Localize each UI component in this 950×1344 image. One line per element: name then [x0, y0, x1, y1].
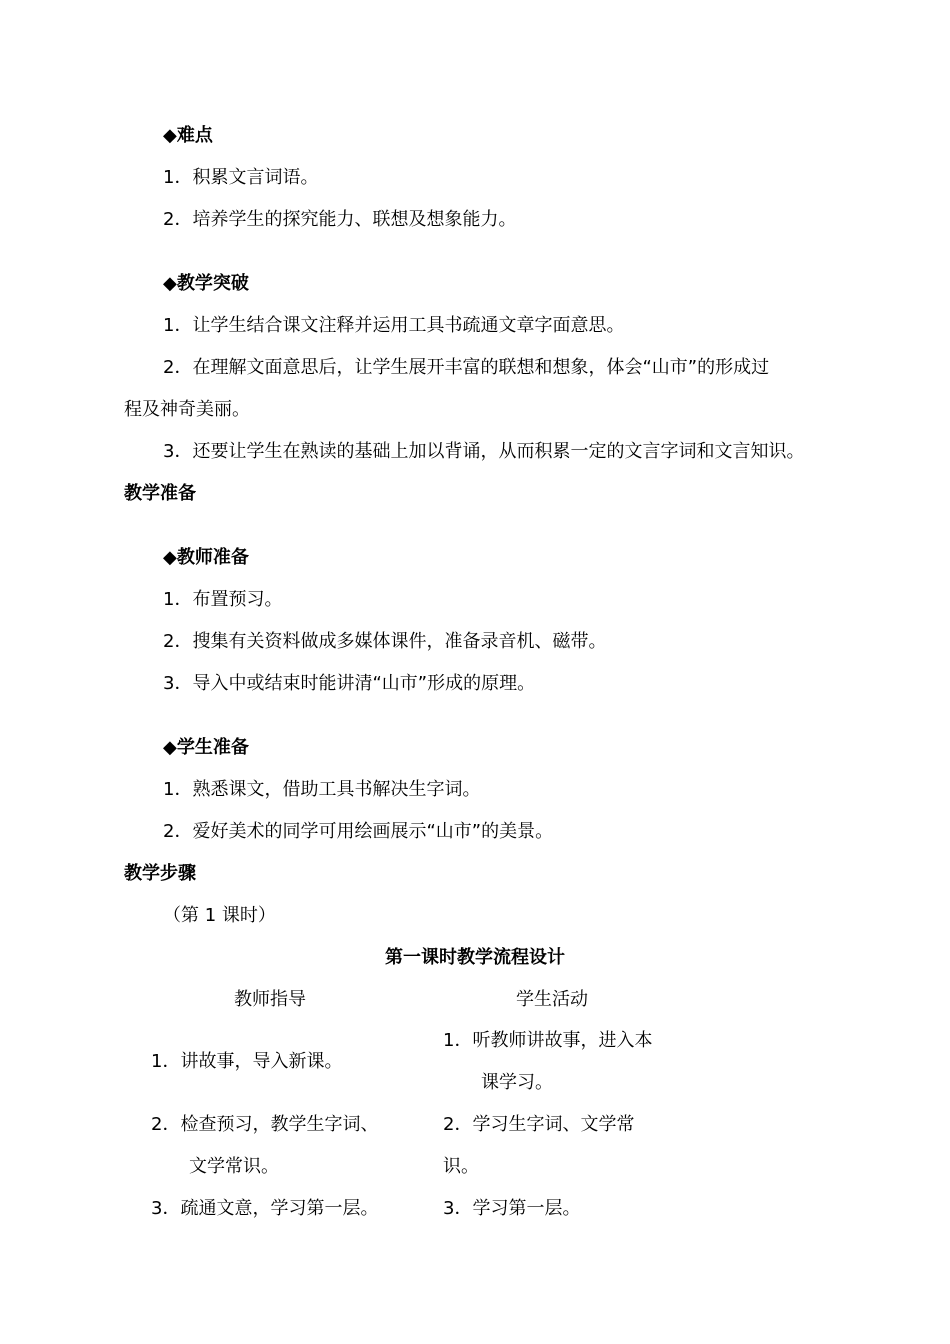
difficulty-heading: ◆难点 [163, 125, 213, 146]
steps-heading: 教学步骤 [124, 863, 196, 884]
difficulty-item-1: 1．积累文言词语。 [163, 167, 319, 188]
teacher-row-2-cont: 文学常识。 [189, 1156, 279, 1177]
breakthrough-item-2-line-1: 2．在理解文面意思后，让学生展开丰富的联想和想象，体会“山市”的形成过 [163, 357, 770, 378]
col-header-student: 学生活动 [516, 989, 588, 1010]
breakthrough-item-1: 1．让学生结合课文注释并运用工具书疏通文章字面意思。 [163, 315, 625, 336]
teacher-row-1: 1．讲故事，导入新课。 [151, 1051, 343, 1072]
student-prep-item-2: 2．爱好美术的同学可用绘画展示“山市”的美景。 [163, 821, 554, 842]
preparation-heading: 教学准备 [124, 483, 196, 504]
breakthrough-item-2-line-2: 程及神奇美丽。 [124, 399, 250, 420]
student-prep-item-1: 1．熟悉课文，借助工具书解决生字词。 [163, 779, 481, 800]
breakthrough-heading: ◆教学突破 [163, 273, 249, 294]
student-row-1: 1．听教师讲故事，进入本 [443, 1030, 653, 1051]
teacher-prep-heading: ◆教师准备 [163, 547, 249, 568]
teacher-prep-item-1: 1．布置预习。 [163, 589, 283, 610]
session-label: （第 1 课时） [163, 905, 276, 926]
teacher-prep-item-3: 3．导入中或结束时能讲清“山市”形成的原理。 [163, 673, 536, 694]
student-row-3: 3．学习第一层。 [443, 1198, 581, 1219]
flow-table-title: 第一课时教学流程设计 [385, 947, 565, 968]
teacher-row-3: 3．疏通文意，学习第一层。 [151, 1198, 379, 1219]
difficulty-item-2: 2．培养学生的探究能力、联想及想象能力。 [163, 209, 517, 230]
student-row-2-cont: 识。 [443, 1156, 479, 1177]
student-prep-heading: ◆学生准备 [163, 737, 249, 758]
teacher-row-2: 2．检查预习，教学生字词、 [151, 1114, 379, 1135]
student-row-1-cont: 课学习。 [481, 1072, 553, 1093]
breakthrough-item-3: 3．还要让学生在熟读的基础上加以背诵，从而积累一定的文言字词和文言知识。 [163, 441, 805, 462]
col-header-teacher: 教师指导 [234, 989, 306, 1010]
teacher-prep-item-2: 2．搜集有关资料做成多媒体课件，准备录音机、磁带。 [163, 631, 607, 652]
student-row-2: 2．学习生字词、文学常 [443, 1114, 635, 1135]
